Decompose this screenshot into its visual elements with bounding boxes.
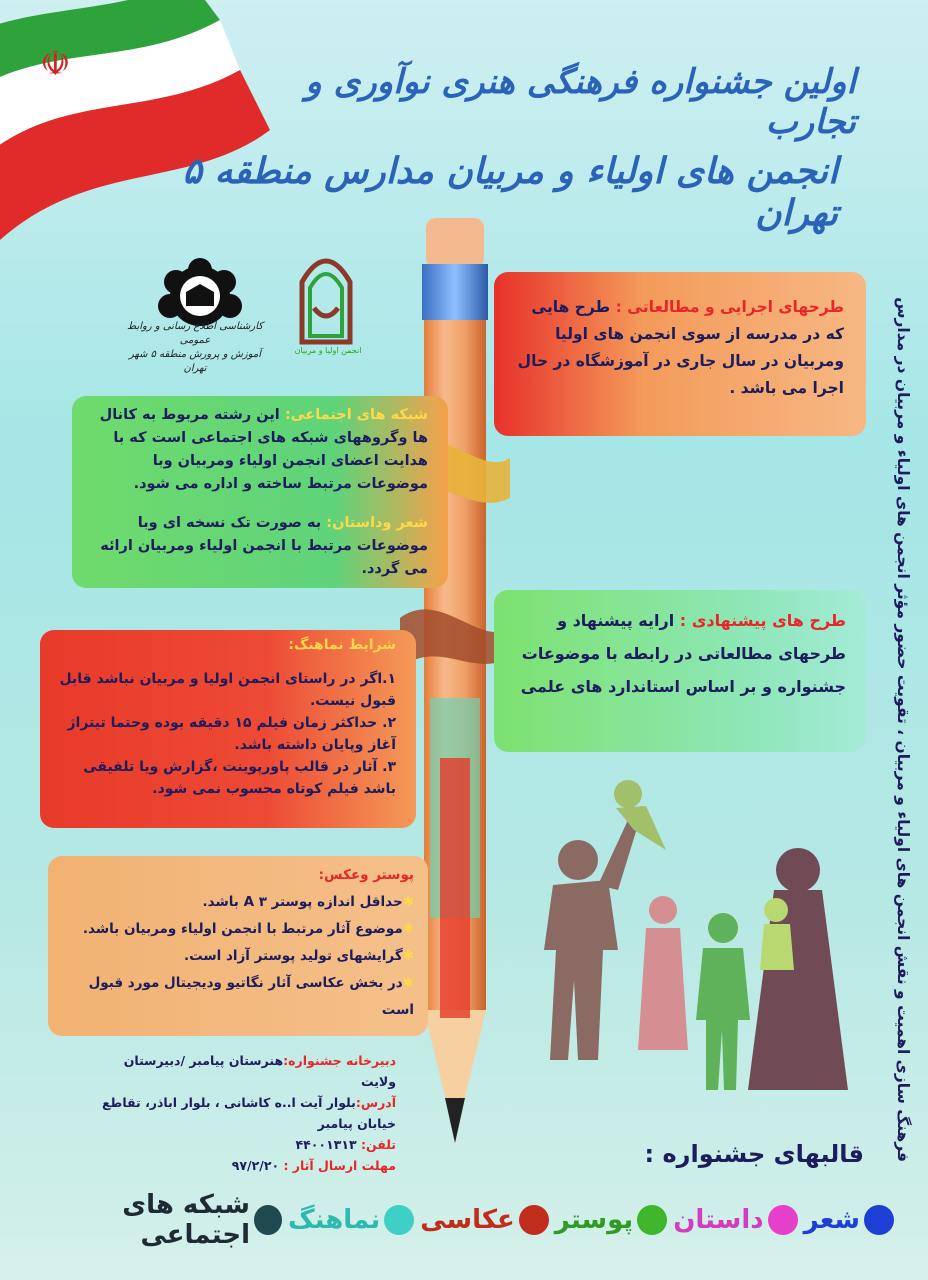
family-silhouette-icon: [538, 760, 868, 1100]
secretariat-value: هنرستان پیامبر /دبیرستان ولایت: [123, 1053, 396, 1089]
poster-item-text: موضوع آثار مرتبط با انجمن اولیاء ومربیان باشد.: [82, 921, 403, 937]
poster-item-text: گرایشهای تولید پوستر آزاد است.: [183, 948, 403, 964]
poem-heading: شعر وداستان:: [326, 515, 428, 531]
poster-item: [62, 970, 414, 1024]
star-icon: ✱: [402, 948, 414, 964]
social-heading: شبکه های اجتماعی:: [284, 407, 428, 423]
org-line1: کارشناسی اطلاع رسانی و روابط عمومی: [126, 321, 264, 346]
poster-item: [62, 943, 414, 970]
poster-photo-box: [48, 856, 428, 1036]
phone-label: تلفن:: [360, 1137, 396, 1152]
music-heading: شرایط نماهنگ:: [288, 637, 396, 653]
format-item: [420, 1205, 549, 1235]
format-item: [288, 1205, 414, 1235]
format-item: [804, 1205, 894, 1235]
secretariat-label: دبیرخانه جشنواره:: [283, 1053, 396, 1068]
format-label: داستان: [673, 1205, 764, 1235]
poster-item: [62, 916, 414, 943]
parents-association-caption: انجمن اولیا و مربیان: [294, 346, 362, 355]
circle-icon: [384, 1205, 414, 1235]
festival-info: [96, 1050, 396, 1176]
star-icon: ✱: [402, 921, 414, 937]
poster-item: [62, 889, 414, 916]
poster-item-text: حداقل اندازه پوستر A ۳ باشد.: [202, 894, 403, 910]
proposal-projects-box: [494, 590, 866, 752]
poster-heading: پوستر وعکس:: [318, 867, 414, 883]
circle-icon: [637, 1205, 667, 1235]
org-line2: آموزش و پرورش منطقه ۵ شهر تهران: [128, 349, 262, 374]
format-item: [20, 1190, 282, 1250]
executive-heading: طرحهای اجرایی و مطالعاتی :: [615, 298, 844, 316]
address-label: آدرس:: [355, 1095, 396, 1110]
format-item: [555, 1205, 667, 1235]
format-label: پوستر: [554, 1205, 634, 1235]
format-label: عکاسی: [420, 1205, 515, 1235]
music-item: ۲. حداکثر زمان فیلم ۱۵ دقیقه بوده وحتما تیتراژ آغاز وپایان داشته باشد.: [67, 715, 396, 753]
social-body: این رشته مربوط به کانال ها وگروههای شبکه های اجتماعی است که با هدایت اعضای انجمن اولیاء ومربیان وبا موضوعات مرتبط ساخته و اداره می شود.: [99, 407, 428, 492]
star-icon: ✱: [402, 975, 414, 991]
circle-icon: [768, 1205, 798, 1235]
deadline-row: [96, 1155, 396, 1176]
vertical-slogan: فرهنگ سازی اهمیت و نقش انجمن های اولیاء و مربیان ، تقویت حضور مؤثر انجمن های اولیاء و مربیان در مدارس: [894, 297, 912, 1162]
address-value: بلوار آیت ا..ه کاشانی ، بلوار اباذر، تقاطع خیابان پیامبر: [102, 1095, 396, 1131]
poster-item-text: در بخش عکاسی آثار نگاتیو ودیجیتال مورد قبول است: [88, 975, 414, 1018]
star-icon: ✱: [402, 894, 414, 910]
circle-icon: [519, 1205, 549, 1235]
format-item: [673, 1205, 797, 1235]
music-item: ۳. آثار در قالب پاورپوینت ،گزارش ویا تلفیقی باشد فیلم کوتاه محسوب نمی شود.: [83, 759, 396, 797]
formats-list: [14, 1190, 894, 1250]
deadline-label: مهلت ارسال آثار :: [283, 1158, 396, 1173]
festival-title-line2: انجمن های اولیاء و مربیان مدارس منطقه ۵ تهران: [182, 150, 838, 234]
proposal-body: ارایه پیشنهاد و طرحهای مطالعاتی در رابطه با موضوعات جشنواره و بر اساس استاندارد های علمی: [520, 611, 846, 696]
executive-projects-box: [494, 272, 866, 436]
executive-body: طرح هایی که در مدرسه از سوی انجمن های اولیا ومربیان در سال جاری در آموزشگاه در حال اجرا می باشد .: [517, 298, 844, 397]
phone-row: [96, 1134, 396, 1155]
social-networks-box: [72, 396, 448, 588]
formats-title: قالبهای جشنواره :: [644, 1140, 864, 1168]
format-label: نماهنگ: [288, 1205, 381, 1235]
education-ministry-caption: [120, 320, 270, 376]
parents-association-logo-icon: [296, 246, 356, 346]
music-item: ۱.اگر در راستای انجمن اولیا و مربیان نباشد قابل قبول نیست.: [59, 671, 396, 709]
phone-value: ۴۴۰۰۱۳۱۳: [295, 1137, 357, 1152]
address-row: [96, 1092, 396, 1134]
circle-icon: [254, 1205, 282, 1235]
format-label: شعر: [803, 1205, 860, 1235]
deadline-value: ۹۷/۲/۲۰: [231, 1158, 280, 1173]
music-video-conditions-box: [40, 630, 416, 828]
secretariat-row: [96, 1050, 396, 1092]
circle-icon: [864, 1205, 894, 1235]
svg-text:☫: ☫: [40, 44, 71, 84]
proposal-heading: طرح های پیشنهادی :: [679, 611, 846, 630]
format-label: شبکه های اجتماعی: [122, 1190, 250, 1250]
festival-title-line1: اولین جشنواره فرهنگی هنری نوآوری و تجارب: [305, 62, 856, 142]
poem-body: به صورت تک نسخه ای وبا موضوعات مرتبط با انجمن اولیاء ومربیان ارائه می گردد.: [100, 515, 428, 577]
